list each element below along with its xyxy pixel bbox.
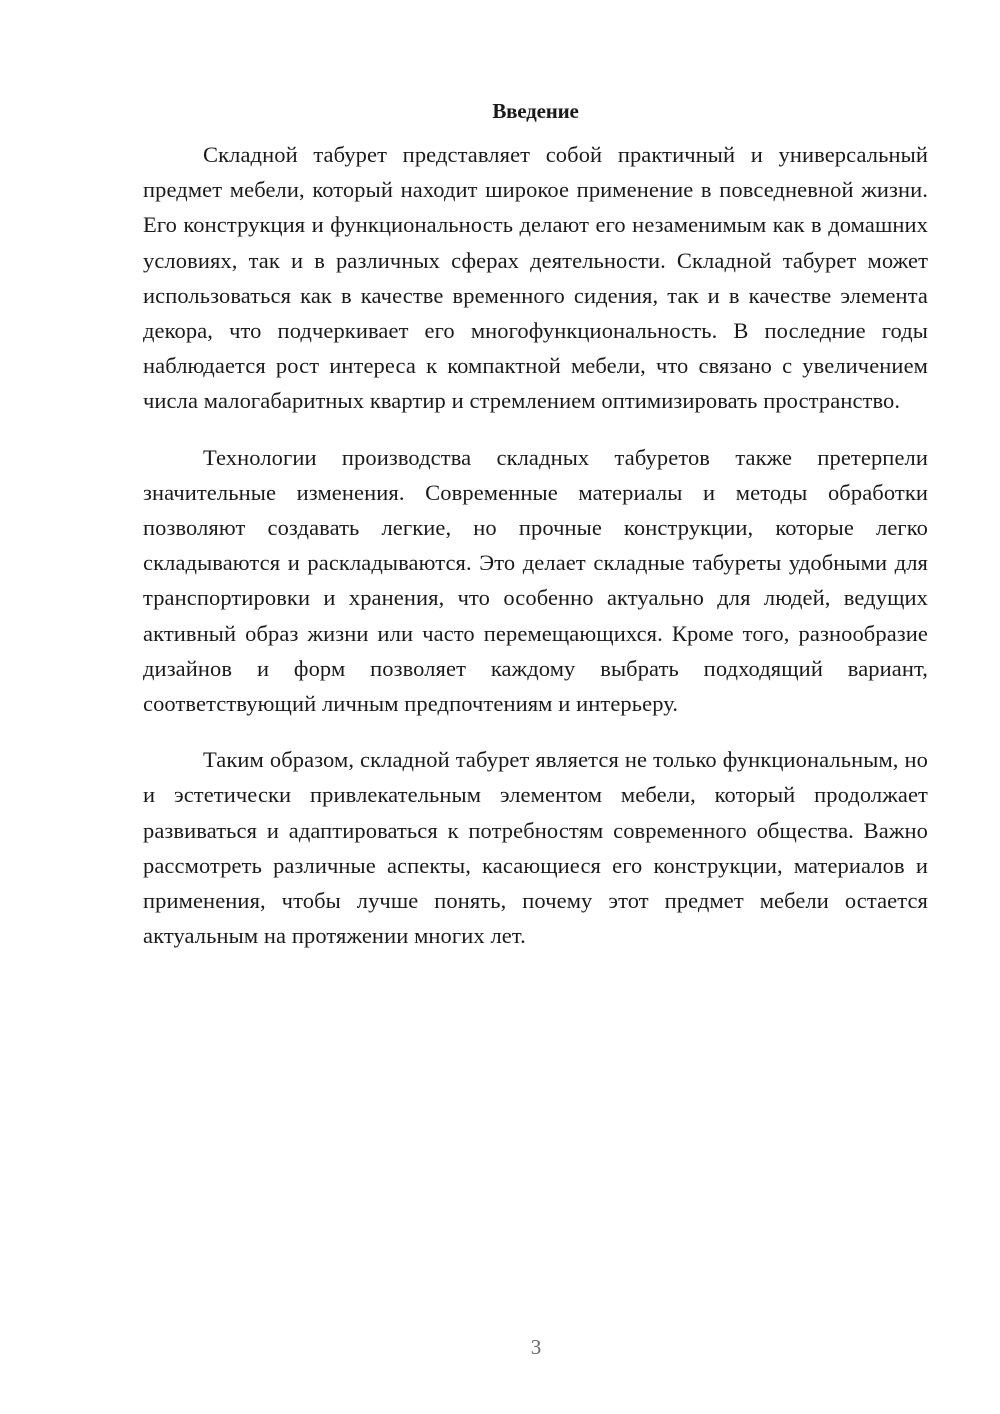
page-content bbox=[143, 96, 928, 974]
section-heading: Введение bbox=[492, 99, 579, 123]
paragraph-1: Складной табурет представляет собой практичный и универсальный предмет мебели, который находит широкое применение в повседневной жизни. Его конструкция и функциональность делают его незаменимым как в домашних условиях, так и в различных сферах деятельности. Складной табурет может использоваться как в качестве временного сидения, так и в качестве элемента декора, что подчеркивает его многофункциональность. В последние годы наблюдается рост интереса к компактной мебели, что связано с увеличением числа малогабаритных квартир и стремлением оптимизировать пространство. bbox=[143, 142, 928, 414]
paragraph-2: Технологии производства складных табуретов также претерпели значительные изменения. Современные материалы и методы обработки позволяют создавать легкие, но прочные конструкции, которые легко складываются и раскладываются. Это делает складные табуреты удобными для транспортировки и хранения, что особенно актуально для людей, ведущих активный образ жизни или часто перемещающихся. Кроме того, разнообразие дизайнов и форм позволяет каждому выбрать подходящий вариант, соответствующий личным предпочтениям и интерьеру. bbox=[143, 444, 928, 717]
page-number: 3 bbox=[530, 1335, 542, 1359]
paragraph-3: Таким образом, складной табурет является не только функциональным, но и эстетически привлекательным элементом мебели, который продолжает развиваться и адаптироваться к потребностям современного общества. Важно рассмотреть различные аспекты, касающиеся его конструкции, материалов и применения, чтобы лучше понять, почему этот предмет мебели остается актуальным на протяжении многих лет. bbox=[143, 747, 928, 949]
